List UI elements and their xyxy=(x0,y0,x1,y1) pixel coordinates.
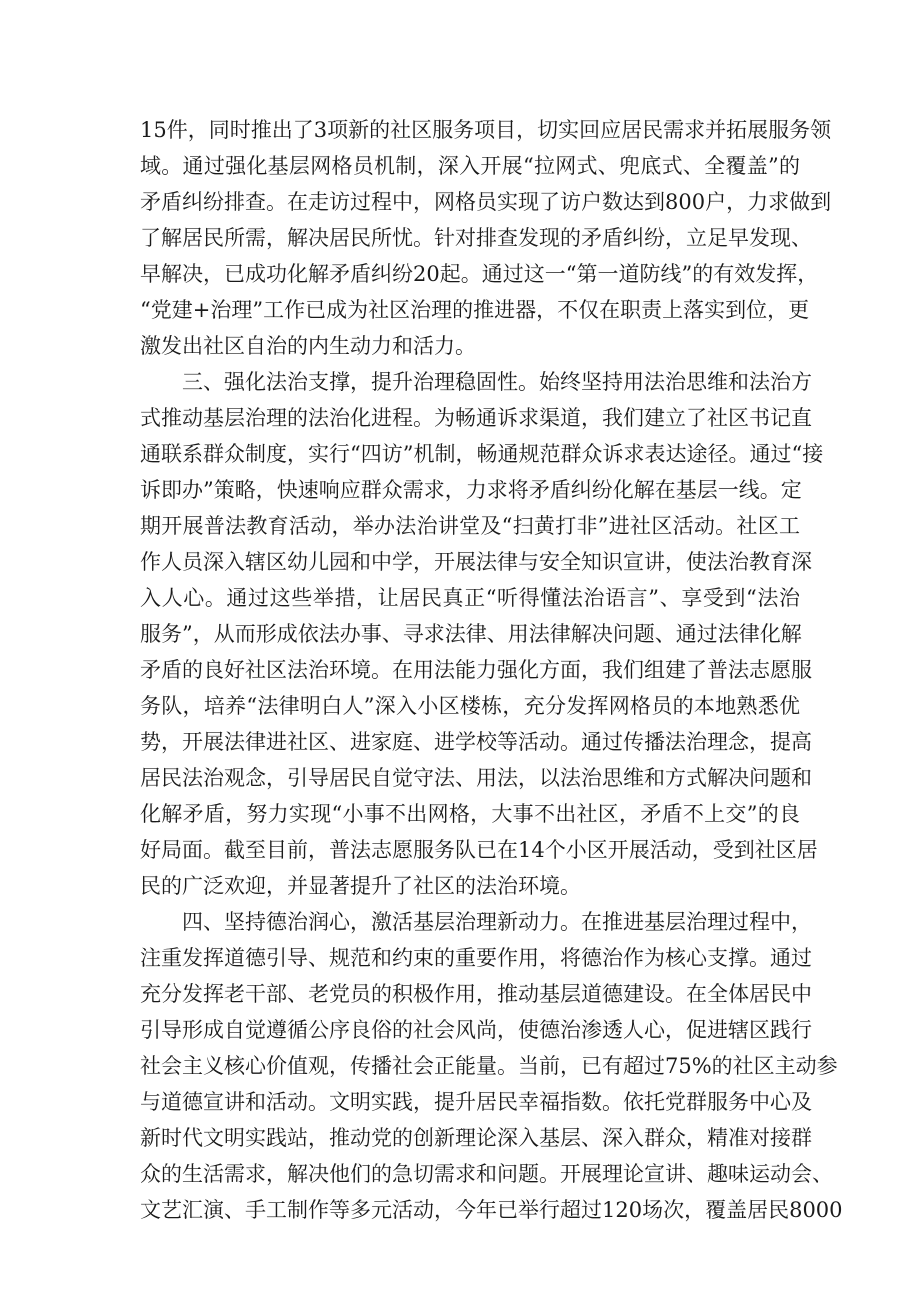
text-line: 式推动基层治理的法治化进程。为畅通诉求渠道，我们建立了社区书记直 xyxy=(140,406,812,430)
text-line: 引导形成自觉遵循公序良俗的社会风尚，使德治渗透人心，促进辖区践行 xyxy=(140,1018,812,1042)
text-line: 域。通过强化基层网格员机制，深入开展“拉网式、兜底式、全覆盖”的 xyxy=(140,154,800,178)
text-line: 居民法治观念，引导居民自觉守法、用法，以法治思维和方式解决问题和 xyxy=(140,766,812,790)
text-line: 早解决，已成功化解矛盾纠纷20起。通过这一“第一道防线”的有效发挥， xyxy=(140,262,819,286)
text-line: 矛盾纠纷排查。在走访过程中，网格员实现了访户数达到800户，力求做到 xyxy=(140,190,832,214)
text-line: 服务”，从而形成依法办事、寻求法律、用法律解决问题、通过法律化解 xyxy=(140,622,802,646)
text-line: 期开展普法教育活动，举办法治讲堂及“扫黄打非”进社区活动。社区工 xyxy=(140,514,800,538)
text-line: 激发出社区自治的内生动力和活力。 xyxy=(140,334,476,358)
section-heading-line: 三、强化法治支撑，提升治理稳固性。始终坚持用法治思维和法治方 xyxy=(182,370,812,394)
text-line: 作人员深入辖区幼儿园和中学，开展法律与安全知识宣讲，使法治教育深 xyxy=(140,550,812,574)
text-line: 充分发挥老干部、老党员的积极作用，推动基层道德建设。在全体居民中 xyxy=(140,982,812,1006)
text-line: 与道德宣讲和活动。文明实践，提升居民幸福指数。依托党群服务中心及 xyxy=(140,1090,812,1114)
text-line: 15件，同时推出了3项新的社区服务项目，切实回应居民需求并拓展服务领 xyxy=(140,118,832,142)
text-line: 诉即办”策略，快速响应群众需求，力求将矛盾纠纷化解在基层一线。定 xyxy=(140,478,802,502)
text-line: 化解矛盾，努力实现“小事不出网格，大事不出社区，矛盾不上交”的良 xyxy=(140,802,800,826)
text-line: 民的广泛欢迎，并显著提升了社区的法治环境。 xyxy=(140,874,581,898)
text-line: 新时代文明实践站，推动党的创新理论深入基层、深入群众，精准对接群 xyxy=(140,1126,812,1150)
text-line: 注重发挥道德引导、规范和约束的重要作用，将德治作为核心支撑。通过 xyxy=(140,946,812,970)
text-line: 入人心。通过这些举措，让居民真正“听得懂法治语言”、享受到“法治 xyxy=(140,586,800,610)
text-line: 了解居民所需，解决居民所忧。针对排查发现的矛盾纠纷，立足早发现、 xyxy=(140,226,812,250)
section-heading-line: 四、坚持德治润心，激活基层治理新动力。在推进基层治理过程中， xyxy=(182,910,812,934)
text-line: 务队，培养“法律明白人”深入小区楼栋，充分发挥网格员的本地熟悉优 xyxy=(140,694,800,718)
text-line: 好局面。截至目前，普法志愿服务队已在14个小区开展活动，受到社区居 xyxy=(140,838,818,862)
text-line: “党建+治理”工作已成为社区治理的推进器，不仅在职责上落实到位，更 xyxy=(140,298,810,322)
text-line: 文艺汇演、手工制作等多元活动，今年已举行超过120场次，覆盖居民8000 xyxy=(140,1198,843,1222)
text-line: 众的生活需求，解决他们的急切需求和问题。开展理论宣讲、趣味运动会、 xyxy=(140,1162,833,1186)
text-line: 矛盾的良好社区法治环境。在用法能力强化方面，我们组建了普法志愿服 xyxy=(140,658,812,682)
text-line: 社会主义核心价值观，传播社会正能量。当前，已有超过75%的社区主动参 xyxy=(140,1054,838,1078)
text-line: 势，开展法律进社区、进家庭、进学校等活动。通过传播法治理念，提高 xyxy=(140,730,812,754)
text-line: 通联系群众制度，实行“四访”机制，畅通规范群众诉求表达途径。通过“接 xyxy=(140,442,824,466)
